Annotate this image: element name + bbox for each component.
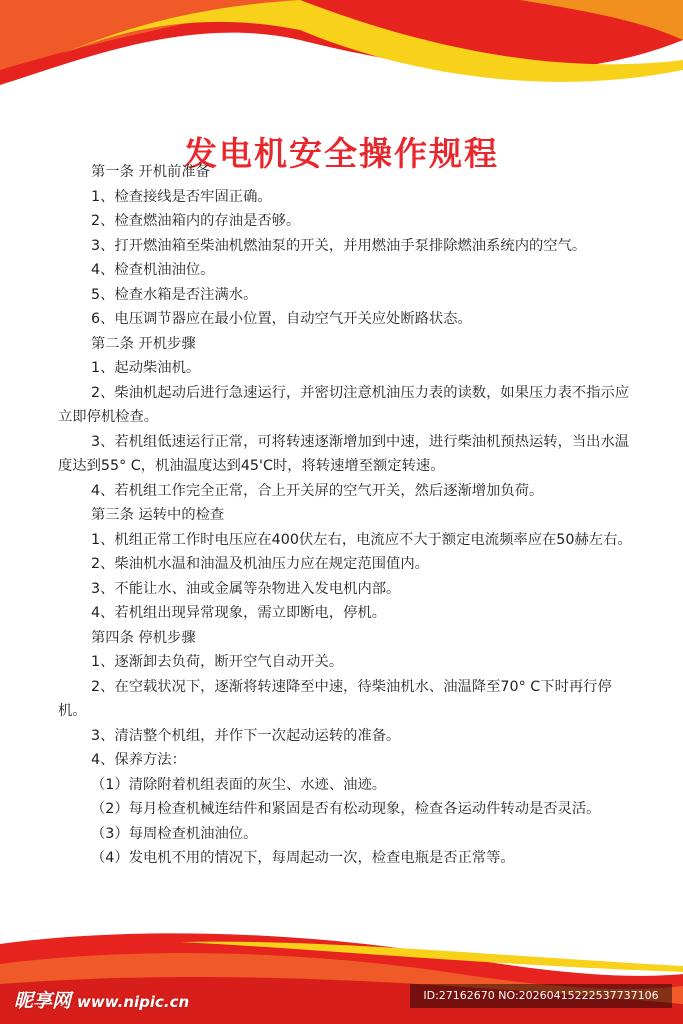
list-item: 1、逐渐卸去负荷，断开空气自动开关。 <box>91 654 344 670</box>
list-item: 1、起动柴油机。 <box>91 360 201 376</box>
section-heading: 第四条 停机步骤 <box>91 629 196 646</box>
list-item: （3）每周检查机油油位。 <box>91 825 258 842</box>
page-title: 发电机安全操作规程 <box>184 134 499 174</box>
watermark-logo <box>14 986 189 1013</box>
section-4 <box>58 626 636 871</box>
list-item: 6、电压调节器应在最小位置，自动空气开关应处断路状态。 <box>91 311 472 327</box>
list-item: 2、柴油机水温和油温及机油压力应在规定范围值内。 <box>91 556 429 572</box>
list-item: 4、若机组出现异常现象，需立即断电，停机。 <box>91 605 387 621</box>
watermark-url: www.nipic.cn <box>77 993 190 1011</box>
list-item: 2、检查燃油箱内的存油是否够。 <box>91 213 301 229</box>
list-item: 2、在空载状况下，逐渐将转速降至中速，待柴油机水、油温降至70° C下时再行停机。 <box>58 678 612 719</box>
section-1 <box>58 160 636 332</box>
section-2 <box>58 332 636 504</box>
list-item: 2、柴油机起动后进行急速运行，并密切注意机油压力表的读数，如果压力表不指示应立即停机检查。 <box>58 384 630 425</box>
watermark-id: ID:27162670 NO:20260415222537737106 <box>410 984 672 1008</box>
list-item: 1、检查接线是否牢固正确。 <box>91 188 272 205</box>
section-heading: 第二条 开机步骤 <box>91 335 196 352</box>
list-item: 3、清洁整个机组，并作下一次起动运转的准备。 <box>91 727 401 744</box>
list-item: 5、检查水箱是否注满水。 <box>91 286 258 303</box>
list-item: 3、打开燃油箱至柴油机燃油泵的开关，并用燃油手泵排除燃油系统内的空气。 <box>91 237 587 254</box>
top-wave-decoration <box>0 0 683 120</box>
list-item: 4、若机组工作完全正常，合上开关屏的空气开关，然后逐渐增加负荷。 <box>91 482 544 499</box>
list-item: 3、不能让水、油或金属等杂物进入发电机内部。 <box>91 580 401 597</box>
section-heading: 第三条 运转中的检查 <box>91 507 225 523</box>
section-heading: 第一条 开机前准备 <box>91 164 210 180</box>
list-item: 4、保养方法： <box>91 752 186 768</box>
list-item: （4）发电机不用的情况下，每周起动一次，检查电瓶是否正常等。 <box>91 850 515 866</box>
watermark-logo-text: 昵享网 <box>14 990 72 1012</box>
section-3 <box>58 503 636 626</box>
list-item: 4、检查机油油位。 <box>91 262 215 278</box>
list-item: 1、机组正常工作时电压应在400伏左右，电流应不大于额定电流频率应在50赫左右。 <box>91 531 632 548</box>
list-item: （2）每月检查机械连结件和紧固是否有松动现象，检查各运动件转动是否灵活。 <box>91 801 601 817</box>
regulation-body <box>58 160 636 871</box>
list-item: （1）清除附着机组表面的灰尘、水迹、油迹。 <box>91 776 387 793</box>
list-item: 3、若机组低速运行正常，可将转速逐渐增加到中速，进行柴油机预热运转，当出水温度达到55° C，机油温度达到45'C时，将转速增至额定转速。 <box>58 433 630 474</box>
